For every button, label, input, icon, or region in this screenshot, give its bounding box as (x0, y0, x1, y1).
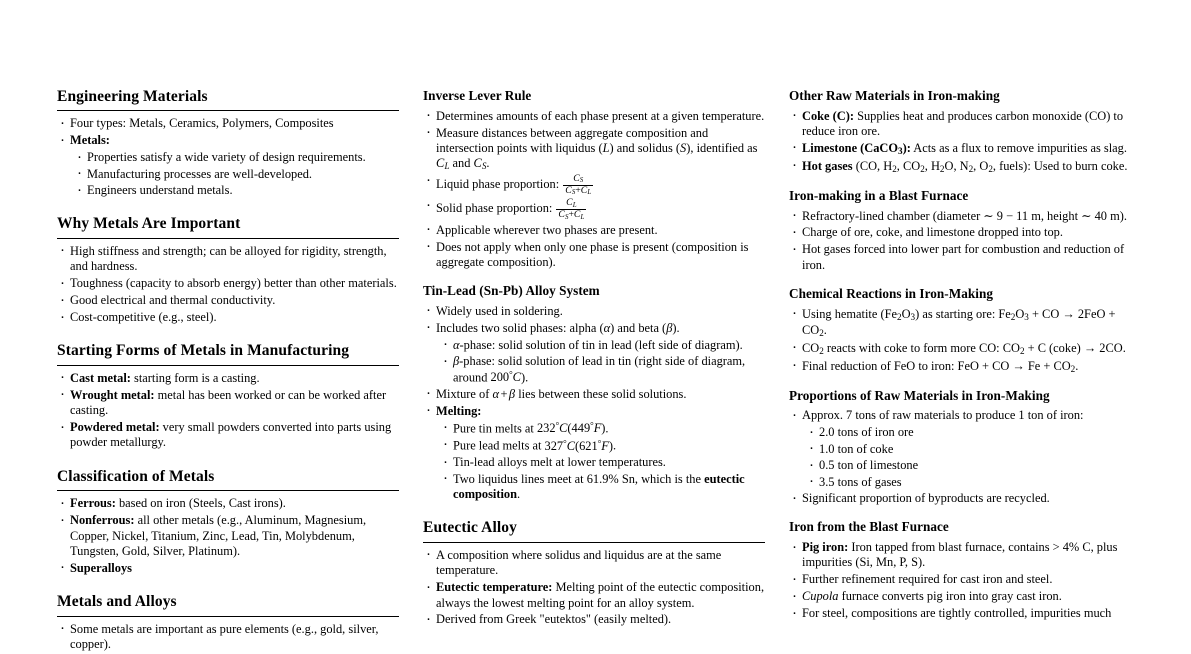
math-symbol-S: S (680, 140, 687, 155)
list-blast-furnace (789, 209, 1131, 274)
list-item-text: Solid phase proportion: (436, 201, 553, 216)
list-eutectic-alloy (423, 548, 765, 628)
list-item (57, 371, 399, 386)
list-item (423, 354, 765, 386)
list-item (789, 109, 1131, 140)
three-column-layout (57, 88, 1142, 654)
list-item-lead: Ferrous: (70, 496, 116, 511)
math-symbol-alpha: α (603, 320, 611, 335)
list-item: · Approx. 7 tons of raw materials to produce 1 ton of iron: (789, 408, 1131, 423)
list-item (423, 387, 765, 402)
list-item-text: ). (520, 370, 529, 385)
list-item-text: Supplies heat and produces carbon monoxide (CO) to reduce iron ore. (802, 108, 1124, 139)
heading-iron-making-blast-furnace: Iron-making in a Blast Furnace (789, 187, 969, 203)
list-item-lead: Eutectic temperature: (436, 580, 553, 595)
list-item: · Some metals are important as pure elements (e.g., gold, silver, copper). (57, 622, 399, 653)
list-item-text: Acts as a flux to remove impurities as slag. (910, 140, 1127, 155)
list-item (423, 580, 765, 611)
list-item: · Four types: Metals, Ceramics, Polymers, Composites (57, 116, 399, 131)
heading-proportions-raw-materials: Proportions of Raw Materials in Iron-Making (789, 387, 1050, 403)
column-1 (57, 88, 399, 654)
list-item: · Widely used in soldering. (423, 304, 765, 319)
math-symbol-beta: β (453, 354, 460, 369)
heading-other-raw-materials: Other Raw Materials in Iron-making (789, 88, 1000, 103)
list-item: · Hot gases forced into lower part for combustion and reduction of iron. (789, 242, 1131, 273)
math-percent-61-9: 61.9% (586, 471, 619, 486)
list-item-text: Mixture of (436, 386, 493, 401)
heading-engineering-materials: Engineering Materials (57, 88, 399, 111)
list-item: · Properties satisfy a wide variety of design requirements. (57, 150, 399, 165)
list-item: · Engineers understand metals. (57, 183, 399, 198)
heading-inverse-lever-rule: Inverse Lever Rule (423, 88, 532, 103)
math-CL: CL (436, 156, 450, 172)
list-why-metals (57, 244, 399, 326)
list-item-text: lies between these solid solutions. (515, 386, 687, 401)
list-item-text: Pure lead melts at (453, 438, 545, 453)
math-symbol-L: L (602, 140, 610, 155)
heading-metals-and-alloys: Metals and Alloys (57, 593, 399, 616)
list-item-text: based on iron (Steels, Cast irons). (115, 496, 286, 511)
list-item (423, 472, 765, 503)
list-item (789, 159, 1131, 175)
list-item-text: Pure tin melts at (453, 421, 537, 436)
list-item: · 3.5 tons of gases (789, 475, 1131, 490)
list-item: · Tin-lead alloys melt at lower temperatures. (423, 455, 765, 470)
math-diameter-range: 9 − 11 (996, 208, 1029, 223)
list-item (57, 496, 399, 511)
list-item-text: -phase: solid solution of tin in lead (left side of diagram). (459, 337, 743, 352)
list-item: · 0.5 ton of limestone (789, 458, 1131, 473)
list-item (57, 133, 399, 148)
list-item (57, 388, 399, 419)
list-item-text: Melting point of the eutectic composition, always the lowest melting point for an alloy system. (436, 580, 765, 610)
list-item (57, 513, 399, 559)
list-item-text: metal has been worked or can be worked after casting. (70, 387, 387, 418)
list-item-emphasis: Cupola (802, 589, 839, 604)
list-item-lead: Hot gases (802, 158, 853, 173)
list-item: · Good electrical and thermal conductivity. (57, 293, 399, 308)
list-item-text: ), identified as (686, 140, 758, 155)
list-item: · High stiffness and strength; can be alloyed for rigidity, strength, and hardness. (57, 244, 399, 275)
math-temp-lead: 327°C(621°F) (544, 437, 613, 453)
list-iron-from-furnace (789, 540, 1131, 622)
list-item-lead: Pig iron: (802, 540, 849, 555)
list-chemical-reactions (789, 307, 1131, 375)
math-tilde: ∼ (1081, 208, 1092, 223)
heading-starting-forms: Starting Forms of Metals in Manufacturing (57, 342, 399, 365)
column-2 (423, 88, 765, 654)
heading-iron-from-blast-furnace: Iron from the Blast Furnace (789, 519, 949, 535)
list-item-text: C, plus impurities (Si, Mn, P, S). (802, 540, 1118, 570)
list-item: · Charge of ore, coke, and limestone dropped into top. (789, 225, 1131, 240)
list-item (57, 561, 399, 576)
heading-classification-of-metals: Classification of Metals (57, 468, 399, 491)
math-fraction-liquid-proportion: $\frac{CS}{CS+CL}$ (565, 172, 592, 197)
list-item-lead: Powdered metal: (70, 420, 160, 435)
math-carbon-percent: > 4% (1052, 540, 1080, 555)
math-temp-tin: 232°C(449°F) (536, 420, 606, 436)
list-item-text: Includes two solid phases: alpha ( (436, 320, 604, 335)
list-item-text: all other metals (e.g., Aluminum, Magnesium, Copper, Nickel, Titanium, Zinc, Lead, Tin, Molybdenum, Tungsten, Gold, Silver, Platinum). (70, 513, 367, 558)
list-item (423, 321, 765, 336)
list-item-text: m, height (1028, 208, 1082, 223)
list-item-text: ). (672, 320, 680, 335)
list-item (789, 540, 1131, 571)
list-item-text: (CO, H2, CO2, H2O, N2, O2, fuels): Used to burn coke. (852, 158, 1128, 174)
list-item: · Using hematite (Fe2O3) as starting ore: Fe2O3 + CO → 2FeO + CO2. (789, 307, 1131, 339)
list-item (789, 141, 1131, 157)
list-item-text: and (449, 156, 474, 171)
list-item: · Toughness (capacity to absorb energy) better than other materials. (57, 276, 399, 291)
list-item: · CO2 reacts with coke to form more CO: CO2 + C (coke) → 2CO. (789, 341, 1131, 357)
math-CS: CS (473, 156, 487, 172)
math-fraction-solid-proportion: $\frac{CL}{CS+CL}$ (558, 197, 585, 221)
list-tin-lead (423, 304, 765, 502)
math-temp-200c: 200°C (490, 369, 521, 385)
list-item (423, 338, 765, 353)
list-item (423, 198, 765, 221)
list-item-emphasis: eutectic composition (453, 471, 745, 501)
list-item: · Determines amounts of each phase present at a given temperature. (423, 109, 765, 124)
list-item-text: Two liquidus lines meet at (453, 471, 587, 486)
heading-eutectic-alloy: Eutectic Alloy (423, 519, 765, 542)
list-item-text: . (517, 486, 521, 501)
math-height-value: 40 (1094, 208, 1107, 223)
list-item: · Further refinement required for cast iron and steel. (789, 572, 1131, 587)
list-item: · Manufacturing processes are well-developed. (57, 167, 399, 182)
list-item-text: Refractory-lined chamber (diameter (802, 208, 984, 223)
list-item: · Cost-competitive (e.g., steel). (57, 310, 399, 325)
heading-why-metals-are-important: Why Metals Are Important (57, 215, 399, 238)
list-item: · For steel, compositions are tightly controlled, impurities much (789, 606, 1131, 621)
list-engineering-materials (57, 116, 399, 198)
column-3 (789, 88, 1131, 654)
list-item-text: furnace converts pig iron into gray cast iron. (838, 589, 1062, 604)
list-item-text: ) and solidus ( (609, 140, 681, 155)
list-item: · Final reduction of FeO to iron: FeO + CO → Fe + CO2. (789, 359, 1131, 375)
list-item-text: Iron tapped from blast furnace, contains (848, 540, 1053, 555)
list-item (57, 420, 399, 451)
list-metals-and-alloys (57, 622, 399, 653)
list-item-text: ) and beta ( (610, 320, 667, 335)
list-item (789, 209, 1131, 224)
list-inverse-lever-rule (423, 109, 765, 271)
list-item-lead: Melting: (436, 403, 482, 418)
list-item: · 2.0 tons of iron ore (789, 425, 1131, 440)
list-item (423, 126, 765, 173)
list-item-lead: Cast metal: (70, 370, 131, 385)
list-item (789, 589, 1131, 604)
list-item: · Derived from Greek "eutektos" (easily melted). (423, 612, 765, 627)
list-item-text: Measure distances between aggregate composition and intersection points with liquidus ( (436, 125, 709, 155)
math-alpha-plus-beta: α+β (492, 386, 516, 401)
list-item: · Pure lead melts at 327°C(621°F). (423, 438, 765, 454)
list-item-text: Liquid phase proportion: (436, 176, 560, 191)
list-item: · Does not apply when only one phase is present (composition is aggregate composition). (423, 240, 765, 271)
list-item (423, 404, 765, 419)
list-item: · Pure tin melts at 232°C(449°F). (423, 421, 765, 437)
list-item-lead: Limestone (CaCO3): (802, 140, 911, 156)
list-item-text: starting form is a casting. (130, 370, 260, 385)
list-classification (57, 496, 399, 576)
list-item-text: . (486, 156, 490, 171)
math-symbol-alpha: α (453, 337, 460, 352)
list-item-text: Sn, which is the (618, 471, 705, 486)
list-item-lead: Metals: (70, 133, 110, 148)
list-item-text: very small powders converted into parts using powder metallurgy. (70, 420, 392, 450)
heading-tin-lead-alloy-system: Tin-Lead (Sn-Pb) Alloy System (423, 283, 600, 299)
heading-chemical-reactions: Chemical Reactions in Iron-Making (789, 286, 993, 302)
list-item: · 1.0 ton of coke (789, 442, 1131, 457)
math-tilde: ∼ (983, 208, 994, 223)
math-symbol-beta: β (666, 320, 673, 335)
list-starting-forms (57, 371, 399, 451)
list-item-text: -phase: solid solution of lead in tin (right side of diagram, around (453, 354, 746, 385)
list-item (423, 174, 765, 197)
list-item-text: m). (1107, 208, 1127, 223)
list-item: · Significant proportion of byproducts are recycled. (789, 491, 1131, 506)
list-item: · A composition where solidus and liquidus are at the same temperature. (423, 548, 765, 579)
list-item: · Applicable wherever two phases are present. (423, 223, 765, 238)
list-proportions (789, 408, 1131, 506)
list-item-lead: Wrought metal: (70, 387, 155, 402)
list-item-lead: Nonferrous: (70, 513, 135, 528)
list-item-lead: Coke (C): (802, 108, 854, 123)
list-item-lead: Superalloys (70, 560, 132, 575)
list-other-raw-materials (789, 109, 1131, 175)
